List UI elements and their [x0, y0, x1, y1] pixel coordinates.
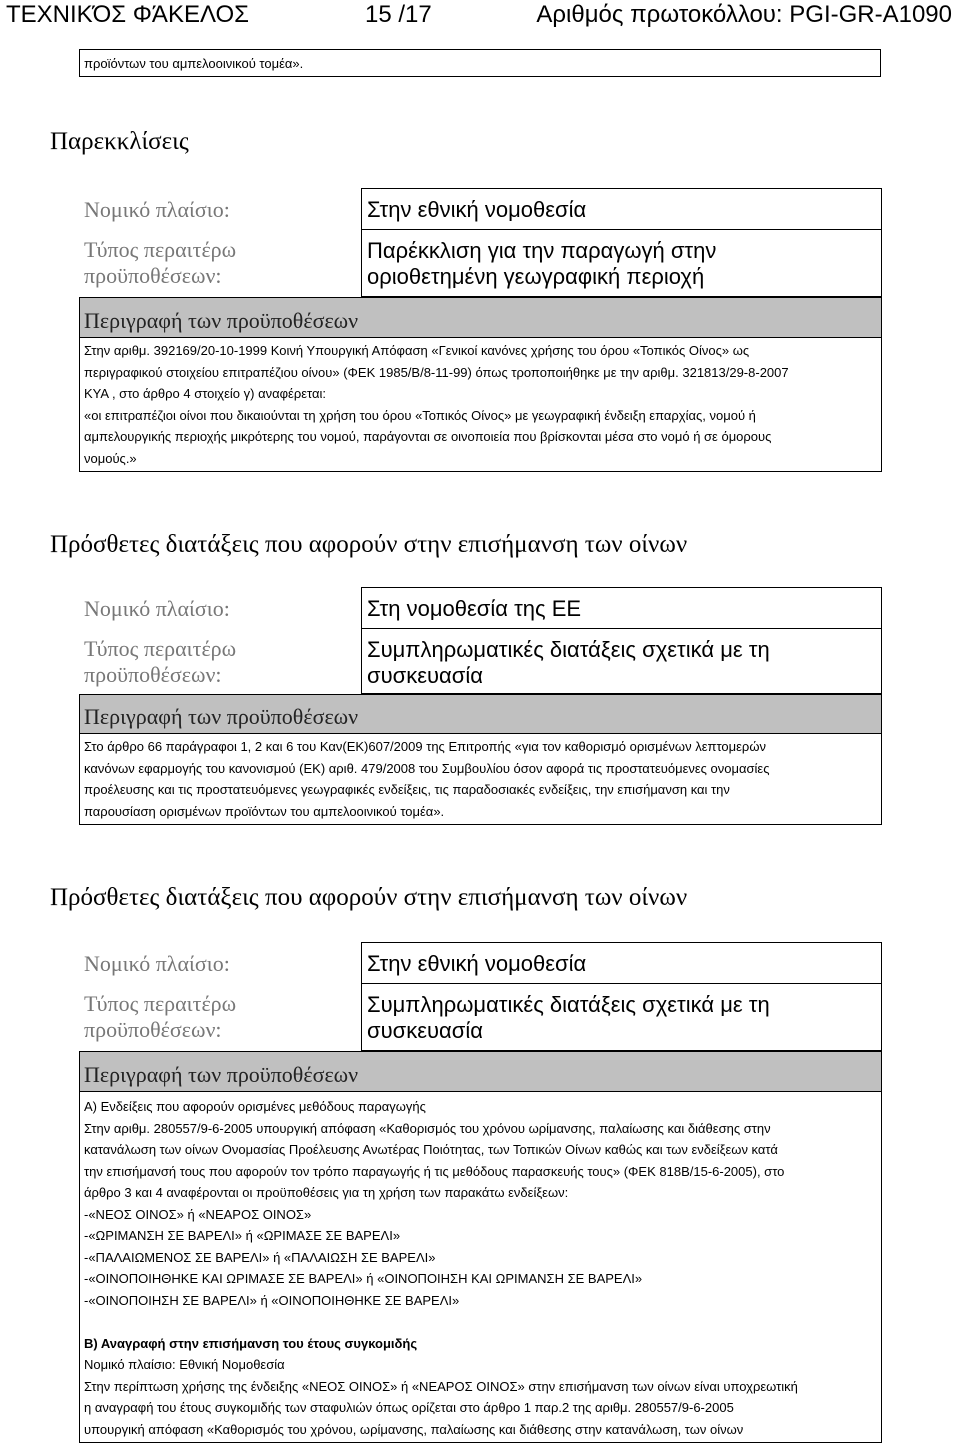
condition-type-row	[79, 229, 882, 297]
description-line: -«ΟΙΝΟΠΟΙΗΣΗ ΣΕ ΒΑΡΕΛΙ» ή «ΟΙΝΟΠΟΙΗΘΗΚΕ ΣΕ ΒΑΡΕΛΙ»	[84, 1292, 460, 1308]
description-line: περιγραφικού στοιχείου επιτραπέζιου οίνου» (ΦΕΚ 1985/Β/8-11-99) όπως τροποποιήθηκε με την αριθμ. 321813/29-8-2007	[84, 364, 789, 380]
description-line: παρουσίαση ορισμένων προϊόντων του αμπελοοινικού τομέα».	[84, 803, 445, 819]
document-type: ΤΕΧΝΙΚΌΣ ΦΆΚΕΛΟΣ	[6, 1, 249, 28]
condition-type-value: Παρέκκλιση για την παραγωγή στην οριοθετημένη γεωγραφική περιοχή	[361, 229, 882, 297]
description-line: Στην περίπτωση χρήσης της ένδειξης «ΝΕΟΣ ΟΙΝΟΣ» ή «ΝΕΑΡΟΣ ΟΙΝΟΣ» στην επισήμανση των οίνων είναι υποχρεωτική	[84, 1378, 798, 1394]
legal-framework-row	[79, 942, 882, 984]
description-line: -«ΩΡΙΜΑΝΣΗ ΣΕ ΒΑΡΕΛΙ» ή «ΩΡΙΜΑΣΕ ΣΕ ΒΑΡΕΛΙ»	[84, 1228, 401, 1243]
description-line: άρθρο 3 και 4 αναφέρονται οι προϋποθέσεις για τη χρήση των παρακάτω ενδείξεων:	[84, 1185, 569, 1200]
legal-framework-value: Στην εθνική νομοθεσία	[361, 942, 882, 984]
description-body	[79, 1092, 882, 1443]
page-header	[0, 0, 960, 34]
legal-framework-row	[79, 587, 882, 629]
legal-framework-value: Στη νομοθεσία της ΕΕ	[361, 587, 882, 629]
condition-type-row	[79, 983, 882, 1051]
legal-framework-row	[79, 188, 882, 230]
description-line: Α) Ενδείξεις που αφορούν ορισμένες μεθόδους παραγωγής	[84, 1099, 426, 1114]
description-header: Περιγραφή των προϋποθέσεων	[79, 297, 882, 338]
section-title: Παρεκκλίσεις	[50, 128, 189, 155]
condition-type-label: Τύπος περαιτέρω προϋποθέσεων:	[84, 636, 237, 687]
legal-framework-label: Νομικό πλαίσιο:	[84, 197, 230, 222]
blank-line	[84, 1311, 881, 1333]
description-header: Περιγραφή των προϋποθέσεων	[79, 694, 882, 734]
condition-type-value: Συμπληρωματικές διατάξεις σχετικά με τη συσκευασία	[361, 983, 882, 1051]
description-line: -«ΠΑΛΑΙΩΜΕΝΟΣ ΣΕ ΒΑΡΕΛΙ» ή «ΠΑΛΑΙΩΣΗ ΣΕ ΒΑΡΕΛΙ»	[84, 1249, 436, 1265]
description-line: κανόνων εφαρμογής του κανονισμού (ΕΚ) αριθ. 479/2008 του Συμβουλίου όσον αφορά τις προστατευόμενες ονομασίες	[84, 760, 770, 776]
subheading-line: Β) Αναγραφή στην επισήμανση του έτους συγκομιδής	[84, 1335, 418, 1351]
section-title: Πρόσθετες διατάξεις που αφορούν στην επισήμανση των οίνων	[50, 531, 688, 558]
description-line: -«ΟΙΝΟΠΟΙΗΘΗΚΕ ΚΑΙ ΩΡΙΜΑΣΕ ΣΕ ΒΑΡΕΛΙ» ή «ΟΙΝΟΠΟΙΗΣΗ ΚΑΙ ΩΡΙΜΑΝΣΗ ΣΕ ΒΑΡΕΛΙ»	[84, 1271, 643, 1286]
legal-framework-label: Νομικό πλαίσιο:	[84, 596, 230, 621]
description-body	[79, 338, 882, 472]
section-table	[79, 587, 882, 825]
legal-framework-value: Στην εθνική νομοθεσία	[361, 188, 882, 230]
description-line: νομούς.»	[84, 450, 137, 466]
section-table	[79, 942, 882, 1443]
description-line: υπουργική απόφαση «Καθορισμός του χρόνου, ωρίμανσης, παλαίωσης και διάθεσης στην κατανάλωση, των οίνων	[84, 1421, 744, 1437]
legal-framework-label: Νομικό πλαίσιο:	[84, 951, 230, 976]
description-line: αμπελουργικής περιοχής μικρότερης του νομού, παράγονται σε οινοποιεία που βρίσκονται μέσα στο νομό ή σε όμορους	[84, 429, 772, 444]
condition-type-row	[79, 628, 882, 694]
continuation-box	[79, 49, 881, 77]
description-line: προέλευσης και τις προστατευόμενες γεωγραφικές ενδείξεις, τις παραδοσιακές ενδείξεις, την επισήμανση και την	[84, 782, 730, 797]
description-line: η αναγραφή του έτους συγκομιδής των σταφυλιών όπως ορίζεται στο άρθρο 1 παρ.2 της αριθμ. 280557/9-6-2005	[84, 1400, 734, 1415]
page-number: 15 /17	[365, 1, 432, 28]
description-line: Νομικό πλαίσιο: Εθνική Νομοθεσία	[84, 1357, 285, 1372]
condition-type-label: Τύπος περαιτέρω προϋποθέσεων:	[84, 237, 237, 288]
description-line: Στο άρθρο 66 παράγραφοι 1, 2 και 6 του Καν(ΕΚ)607/2009 της Επιτροπής «για τον καθορισμό ορισμένων λεπτομερών	[84, 739, 766, 754]
protocol-number: Αριθμός πρωτοκόλλου: PGI-GR-A1090	[536, 1, 952, 28]
condition-type-label: Τύπος περαιτέρω προϋποθέσεων:	[84, 991, 237, 1042]
section-table	[79, 188, 882, 472]
description-line: κατανάλωση των οίνων Ονομασίας Προέλευσης Ανωτέρας Ποιότητας, των Τοπικών Οίνων καθώς και των ενδείξεων κατά	[84, 1142, 778, 1157]
continuation-text: προϊόντων του αμπελοοινικού τομέα».	[84, 56, 304, 71]
description-header: Περιγραφή των προϋποθέσεων	[79, 1051, 882, 1092]
description-body	[79, 734, 882, 825]
description-line: «οι επιτραπέζιοι οίνοι που δικαιούνται τη χρήση του όρου «Τοπικός Οίνος» με γεωγραφική ένδειξη επαρχίας, νομού ή	[84, 407, 756, 423]
description-line: Στην αριθμ. 280557/9-6-2005 υπουργική απόφαση «Καθορισμός του χρόνου ωρίμανσης, παλαίωσης και διάθεσης στην	[84, 1120, 771, 1136]
description-line: ΚΥΑ , στο άρθρο 4 στοιχείο γ) αναφέρεται:	[84, 386, 326, 401]
description-line: Στην αριθμ. 392169/20-10-1999 Κοινή Υπουργική Απόφαση «Γενικοί κανόνες χρήσης του όρου «Τοπικός Οίνος» ως	[84, 343, 750, 358]
description-line: -«ΝΕΟΣ ΟΙΝΟΣ» ή «ΝΕΑΡΟΣ ΟΙΝΟΣ»	[84, 1206, 312, 1222]
condition-type-value: Συμπληρωματικές διατάξεις σχετικά με τη συσκευασία	[361, 628, 882, 694]
description-line: την επισήμανσή τους που αφορούν τον τρόπο παραγωγής ή τις μεθόδους παρασκευής τους» (ΦΕΚ 818Β/15-6-2005), στο	[84, 1163, 785, 1179]
section-title: Πρόσθετες διατάξεις που αφορούν στην επισήμανση των οίνων	[50, 884, 688, 911]
